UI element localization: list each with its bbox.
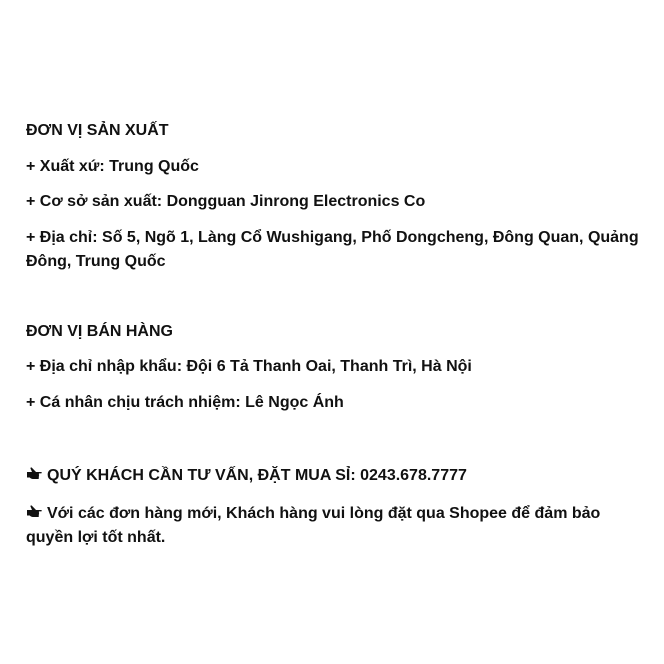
responsible-person-line: + Cá nhân chịu trách nhiệm: Lê Ngọc Ánh xyxy=(26,394,344,411)
hotline-text: QUÝ KHÁCH CẦN TƯ VẤN, ĐẶT MUA SỈ: 0243.678.7777 xyxy=(47,467,467,484)
shopee-note-text: Với các đơn hàng mới, Khách hàng vui lòng đặt qua Shopee để đảm bảo quyền lợi tốt nhất. xyxy=(26,505,601,546)
shopee-note-line xyxy=(26,502,642,550)
manufacturer-heading: ĐƠN VỊ SẢN XUẤT xyxy=(26,122,169,139)
facility-line: + Cơ sở sản xuất: Dongguan Jinrong Electronics Co xyxy=(26,193,426,210)
pointing-hand-icon xyxy=(26,504,43,520)
hotline-line xyxy=(26,464,642,488)
address-line: + Địa chỉ: Số 5, Ngõ 1, Làng Cổ Wushigang, Phố Dongcheng, Đông Quan, Quảng Đông, Trung Quốc xyxy=(26,229,639,270)
origin-line: + Xuất xứ: Trung Quốc xyxy=(26,158,199,175)
pointing-hand-icon xyxy=(26,466,43,482)
seller-heading: ĐƠN VỊ BÁN HÀNG xyxy=(26,323,173,340)
import-address-line: + Địa chỉ nhập khẩu: Đội 6 Tả Thanh Oai, Thanh Trì, Hà Nội xyxy=(26,358,472,375)
